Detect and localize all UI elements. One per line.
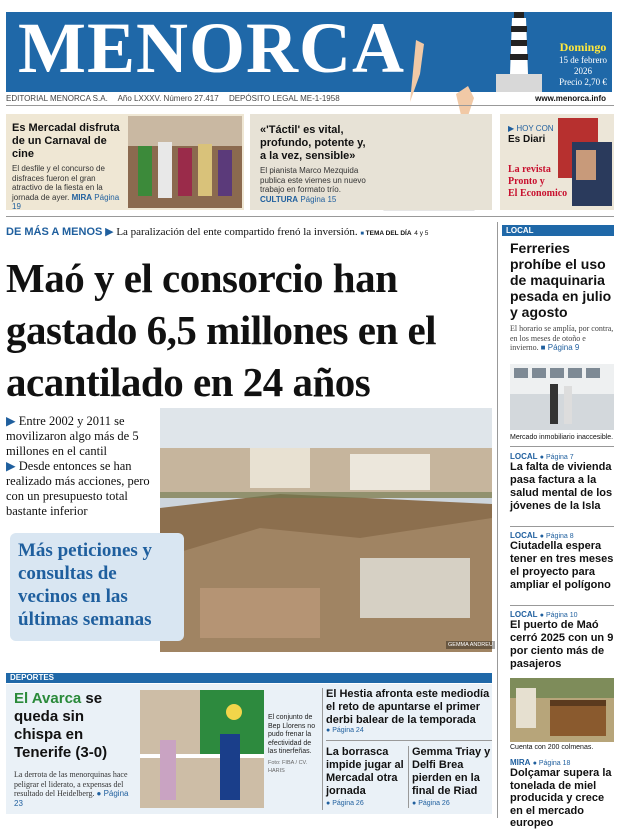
bullet-arrow-icon: ▶ <box>6 414 19 428</box>
year-number: Año LXXXV. Número 27.417 <box>117 94 219 103</box>
kicker-label: DE MÁS A MENOS <box>6 226 103 238</box>
editorial-name: EDITORIAL MENORCA S.A. <box>6 94 108 103</box>
sports-headline[interactable]: El Avarca se queda sin chispa en Tenerife (3-0) <box>14 690 108 761</box>
masthead-year: 2026 <box>574 66 592 76</box>
deposito-legal: DEPÓSITO LEGAL ME-1-1958 <box>228 94 340 103</box>
sports-photo-caption: El conjunto de Bep Llorens no pudo frenar la efectividad de las tinerfeñas. Foto: FIBA / CV. HARIS <box>268 714 316 774</box>
masthead-title: MENORCA <box>18 8 405 88</box>
divider <box>510 526 614 527</box>
website-link[interactable]: www.menorca.info <box>535 94 606 103</box>
kicker-bullet-icon: ■ <box>360 231 366 237</box>
sports-body: La derrota de las menorquinas hace peligrar el liderato, a expensas del resultado del Heidelberg. ● Página 23 <box>14 770 129 808</box>
photo-caption: Mercado inmobiliario inaccesible. <box>510 434 614 441</box>
right-headline[interactable]: Ferreries prohíbe el uso de maquinaria pesada en julio y agosto <box>510 240 612 320</box>
kicker-pages: 4 y 5 <box>414 230 429 237</box>
sports-story[interactable]: La borrasca impide jugar al Mercadal otra jornada ● Página 26 <box>326 746 404 807</box>
divider <box>408 746 409 808</box>
bullet-arrow-icon: ▶ <box>6 459 19 473</box>
hoy-con-label: ▶ HOY CON <box>508 124 554 133</box>
magazine-covers-image <box>558 116 612 208</box>
teaser-ref-page: Página 15 <box>300 194 337 204</box>
right-list-item[interactable]: LOCAL ● Página 8 Ciutadella espera tener en tres meses el proyecto para ampliar el polígono <box>510 531 614 591</box>
teaser-ref-label: CULTURA <box>260 194 299 204</box>
section-tag-local: LOCAL <box>502 225 614 236</box>
bullet-item: ▶ Desde entonces se han realizado más acciones, pero con un presupuesto total bastante inferior <box>6 459 150 518</box>
es-diari-label: Es Diari <box>508 134 546 145</box>
divider <box>326 740 492 741</box>
teaser-text: El desfile y el concurso de disfraces fueron el gran atractivo de la fiesta en la jornada de ayer. <box>12 164 105 202</box>
divider <box>510 605 614 606</box>
main-kicker <box>6 225 492 238</box>
volleyball-photo <box>140 690 264 808</box>
kicker-arrow-icon: ▶ <box>105 226 117 238</box>
teaser-carnaval[interactable] <box>6 114 244 210</box>
bullet-item: ▶ Entre 2002 y 2011 se movilizaron algo más de 5 millones en el cantil <box>6 414 139 458</box>
cliff-town-photo <box>160 408 492 652</box>
teaser-body <box>260 166 372 204</box>
masthead-day: Domingo <box>559 40 607 54</box>
photo-credit: GEMMA ANDREU <box>448 642 493 648</box>
teaser-ref-label: MIRA <box>71 192 93 202</box>
callout-box: Más peticiones y consultas de vecinos en las últimas semanas <box>10 533 184 641</box>
masthead-date <box>548 40 618 88</box>
right-page-ref: ■ Página 9 <box>540 343 580 352</box>
divider <box>6 216 614 217</box>
sports-story[interactable]: El Hestia afronta este mediodía el reto de apuntarse el primer derbi balear de la temporada ● Página 24 <box>326 688 490 734</box>
carnaval-photo <box>128 116 242 208</box>
masthead-price: Precio 2,70 € <box>559 77 607 87</box>
revista-text: La revista Pronto y El Economico <box>508 164 568 199</box>
masthead-date-text: 15 de febrero <box>559 55 607 65</box>
right-last-item[interactable]: MIRA ● Página 18 Dolçamar supera la tonelada de miel producida y crece en el mercado europeo <box>510 758 612 829</box>
sports-section <box>6 684 492 814</box>
right-list <box>510 452 614 684</box>
column-divider <box>497 222 498 818</box>
right-column <box>510 240 614 353</box>
main-bullets <box>6 414 156 519</box>
teaser-body <box>12 164 126 212</box>
teaser-revista[interactable] <box>500 114 614 210</box>
right-list-item[interactable]: LOCAL ● Página 10 El puerto de Maó cerró 2025 con un 9 por ciento más de pasajeros <box>510 610 614 670</box>
kicker-text: La paralización del ente compartido frenó la inversión. <box>116 226 358 238</box>
teaser-text: El pianista Marco Mezquida publica este viernes un nuevo trabajo en formato trío. <box>260 166 366 194</box>
section-tag-deportes: DEPORTES <box>6 673 492 683</box>
right-body: El horario se amplía, por contra, en los meses de otoño e invierno. ■ Página 9 <box>510 324 614 352</box>
sports-story[interactable]: Gemma Triay y Delfi Brea pierden en la final de Riad ● Página 26 <box>412 746 491 807</box>
divider <box>322 688 323 810</box>
info-bar <box>6 94 614 106</box>
teaser-title: Es Mercadal disfruta de un Carnaval de cine <box>12 122 120 160</box>
photo-caption: Cuenta con 200 colmenas. <box>510 744 594 751</box>
kicker-ref: TEMA DEL DÍA <box>365 230 412 237</box>
divider <box>510 446 614 447</box>
teaser-ref-page: Página 19 <box>12 192 120 211</box>
main-headline[interactable]: Maó y el consorcio han gastado 6,5 millones en el acantilado en 24 años <box>6 255 437 405</box>
sports-page-ref: ● Página 23 <box>14 789 129 808</box>
right-list-item[interactable]: LOCAL ● Página 7 La falta de vivienda pasa factura a la salud mental de los jóvenes de la Isla <box>510 452 613 512</box>
teaser-title: «'Táctil' es vital, profundo, potente y, a la vez, sensible» <box>260 124 366 162</box>
teaser-tactil[interactable] <box>250 114 492 210</box>
real-estate-photo <box>510 364 614 430</box>
beehives-photo <box>510 678 614 742</box>
